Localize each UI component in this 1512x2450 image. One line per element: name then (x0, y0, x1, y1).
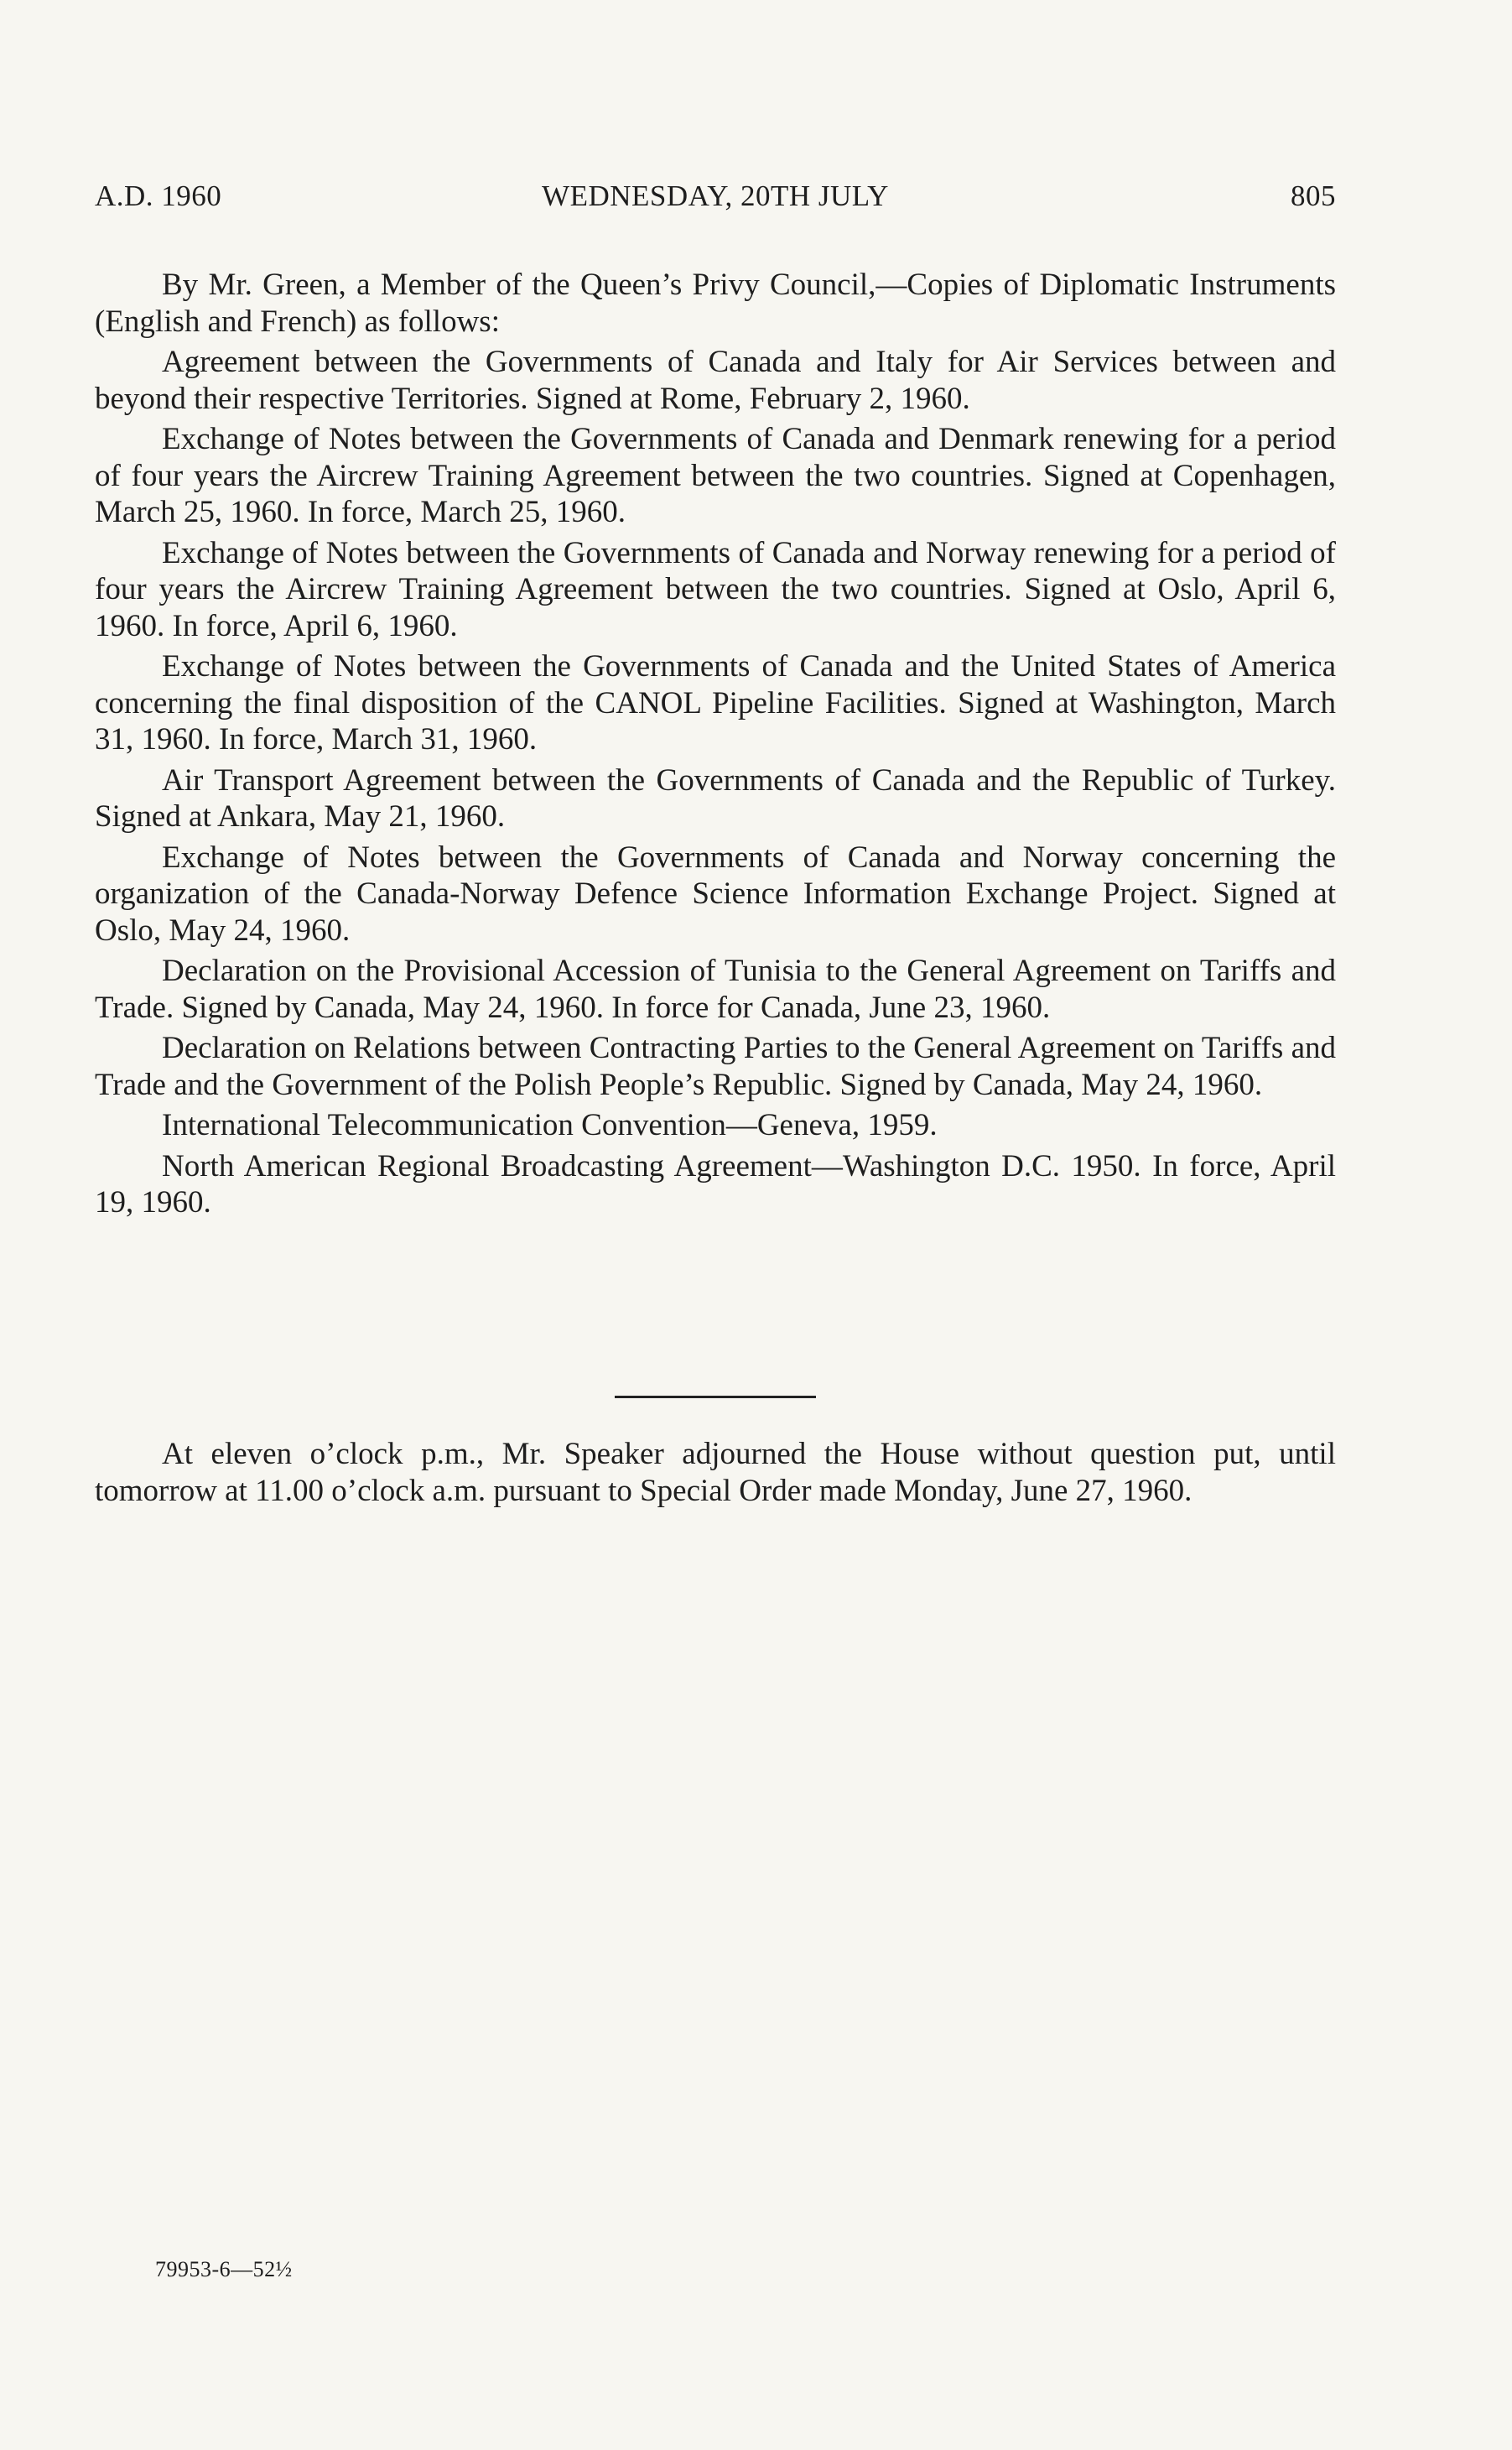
header-date: WEDNESDAY, 20TH JULY (542, 179, 889, 212)
intro-paragraph: By Mr. Green, a Member of the Queen’s Privy Council,—Copies of Diplomatic Instruments (English and French) as follows: (95, 268, 1336, 339)
adjournment-paragraph: At eleven o’clock p.m., Mr. Speaker adjourned the House without question put, until tomorrow at 11.00 o’clock a.m. pursuant to Special Order made Monday, June 27, 1960. (95, 1437, 1336, 1508)
header-year: A.D. 1960 (95, 179, 222, 212)
closing-section (95, 1436, 1336, 1513)
document-body (95, 267, 1336, 1225)
instrument-item: Declaration on Relations between Contracting Parties to the General Agreement on Tariffs and Trade and the Government of the Polish People’s Republic. Signed by Canada, May 24, 1960. (95, 1031, 1336, 1102)
instrument-item: Exchange of Notes between the Governments of Canada and the United States of America concerning the final disposition of the CANOL Pipeline Facilities. Signed at Washington, March 31, 1960. In force, March 31, 1960. (95, 649, 1336, 757)
instrument-item: Exchange of Notes between the Governments of Canada and Norway renewing for a period of four years the Aircrew Training Agreement between the two countries. Signed at Oslo, April 6, 1960. In force, April 6, 1960. (95, 535, 1336, 643)
instrument-item: Agreement between the Governments of Canada and Italy for Air Services between and beyond their respective Territories. Signed at Rome, February 2, 1960. (95, 345, 1336, 416)
instrument-item: North American Regional Broadcasting Agreement—Washington D.C. 1950. In force, April 19, 1960. (95, 1148, 1336, 1220)
instrument-item: International Telecommunication Convention—Geneva, 1959. (162, 1108, 938, 1142)
page-header (95, 179, 1336, 220)
instrument-item: Air Transport Agreement between the Governments of Canada and the Republic of Turkey. Signed at Ankara, May 21, 1960. (95, 762, 1336, 834)
page-number: 805 (1291, 179, 1336, 212)
instrument-item: Exchange of Notes between the Governments of Canada and Denmark renewing for a period of four years the Aircrew Training Agreement between the two countries. Signed at Copenhagen, March 25, 1960. In force, March 25, 1960. (95, 422, 1336, 529)
instrument-item: Exchange of Notes between the Governments of Canada and Norway concerning the organization of the Canada-Norway Defence Science Information Exchange Project. Signed at Oslo, May 24, 1960. (95, 840, 1336, 948)
footer-code: 79953-6—52½ (155, 2257, 293, 2281)
section-divider (615, 1396, 816, 1398)
instrument-item: Declaration on the Provisional Accession of Tunisia to the General Agreement on Tariffs and Trade. Signed by Canada, May 24, 1960. In force for Canada, June 23, 1960. (95, 954, 1336, 1025)
